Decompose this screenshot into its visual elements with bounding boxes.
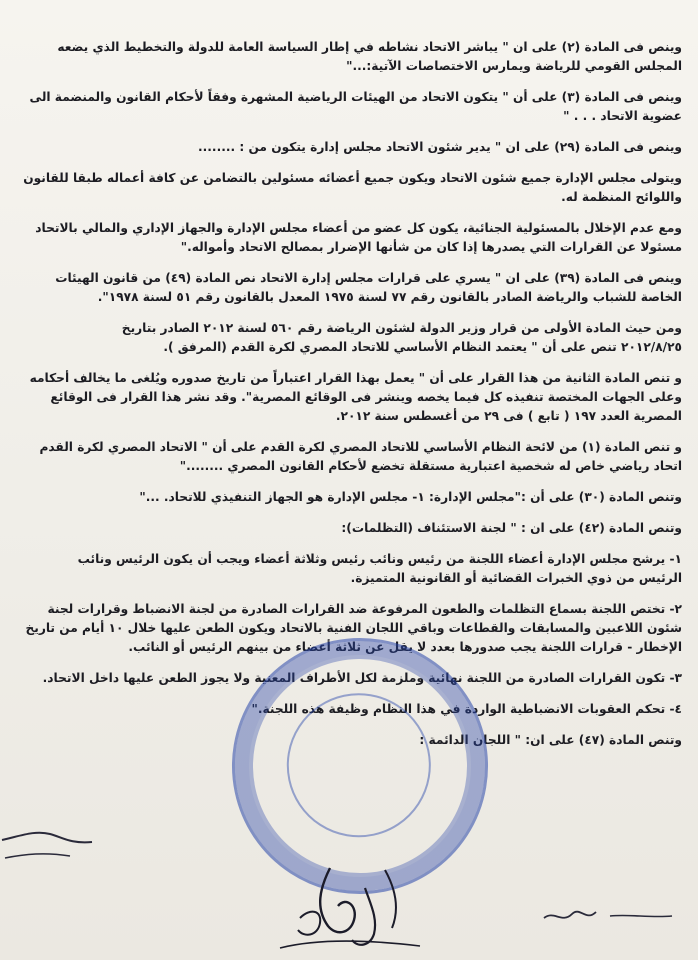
paragraph-line: مسئولا عن القرارات التي يصدرها إذا كان من شأنها الإضرار بمصالح الاتحاد وأمواله." — [180, 240, 682, 254]
paragraph-line: و تنص المادة الثانية من هذا القرار على أن " يعمل بهذا القرار اعتباراً من تاريخ صدوره ويُلغى ما يخالف أحكامه — [29, 371, 682, 385]
paragraph-line: ٣- تكون القرارات الصادرة من اللجنة نهائية وملزمة لكل الأطراف المعنية ولا يجوز الطعن عليها داخل الاتحاد. — [42, 671, 682, 685]
margin-scribble-left — [0, 800, 120, 870]
paragraph-line: واللوائح المنظمة له. — [561, 190, 682, 204]
paragraph-line: ٢٠١٢/٨/٢٥ تنص على أن " يعتمد النظام الأساسي للاتحاد المصري لكرة القدم (المرفق ). — [163, 340, 682, 354]
paragraph-line: ١- يرشح مجلس الإدارة أعضاء اللجنة من رئيس ونائب رئيس وثلاثة أعضاء ويجب أن يكون الرئيس ونائب — [77, 552, 682, 566]
paragraph-p11 — [18, 519, 682, 538]
paragraph-line: ويتولى مجلس الإدارة جميع شئون الاتحاد ويكون جميع أعضائه مسئولين بالتضامن عن كافة أعماله طبقا للقانون — [23, 171, 682, 185]
paragraph-p13 — [18, 600, 682, 657]
document-body — [18, 38, 682, 762]
paragraph-line: وينص فى المادة (٣) على أن " يتكون الاتحاد من الهيئات الرياضية المشهرة وفقاً لأحكام القانون والمنضمة الى — [29, 90, 682, 104]
paragraph-line: وتنص المادة (٤٧) على ان: " اللجان الدائمة : — [419, 733, 682, 747]
paragraph-line: عضوية الاتحاد . . . " — [563, 109, 682, 123]
paragraph-line: الخاصة للشباب والرياضة الصادر بالقانون رقم ٧٧ لسنة ١٩٧٥ المعدل بالقانون رقم ٥١ لسنة ١٩٧٨". — [97, 290, 682, 304]
paragraph-line: شئون اللاعبين والمسابقات والقطاعات وباقي اللجان الفنية بالاتحاد ويكون الطعن عليها خلال ١٠ أيام من تاريخ — [25, 621, 682, 635]
paragraph-line: ٢- تختص اللجنة بسماع التظلمات والطعون المرفوعة ضد القرارات الصادرة من لجنة الانضباط وقرارات لجنة — [47, 602, 682, 616]
paragraph-line: الرئيس من ذوي الخبرات القضائية أو القانونية المتميزة. — [350, 571, 682, 585]
paragraph-line: المجلس القومي للرياضة ويمارس الاختصاصات الآتية:..." — [346, 59, 682, 73]
paragraph-line: ومن حيث المادة الأولى من قرار وزير الدولة لشئون الرياضة رقم ٥٦٠ لسنة ٢٠١٢ الصادر بتاريخ — [121, 321, 682, 335]
paragraph-p16 — [18, 731, 682, 750]
paragraph-line: اتحاد رياضي خاص له شخصية اعتبارية مستقلة تخضع لأحكام القانون المصري ........" — [179, 459, 682, 473]
paragraph-p5 — [18, 219, 682, 257]
paragraph-p3 — [18, 138, 682, 157]
paragraph-line: المصرية العدد ١٩٧ ( تابع ) فى ٢٩ من أغسطس سنة ٢٠١٢. — [335, 409, 682, 423]
paragraph-p2 — [18, 88, 682, 126]
paragraph-line: وينص فى المادة (٣٩) على ان " يسري على قرارات مجلس إدارة الاتحاد نص المادة (٤٩) من قانون الهيئات — [55, 271, 682, 285]
paragraph-p6 — [18, 269, 682, 307]
paragraph-line: ٤- تحكم العقوبات الانضباطية الواردة في هذا النظام وظيفة هذه اللجنة." — [251, 702, 682, 716]
paragraph-p15 — [18, 700, 682, 719]
paragraph-p10 — [18, 488, 682, 507]
paragraph-line: الإخطار - قرارات اللجنة يجب صدورها بعدد لا يقل عن ثلاثة أعضاء من بينهم الرئيس أو النائب. — [128, 640, 682, 654]
paragraph-line: وينص فى المادة (٢) على ان " يباشر الاتحاد نشاطه في إطار السياسة العامة للدولة والتخطيط الذي يضعه — [57, 40, 682, 54]
paragraph-p4 — [18, 169, 682, 207]
handwritten-signature — [270, 848, 430, 960]
paragraph-p12 — [18, 550, 682, 588]
paragraph-p1 — [18, 38, 682, 76]
paragraph-line: وتنص المادة (٤٢) على ان : " لجنة الاستئناف (التظلمات): — [341, 521, 682, 535]
paragraph-line: ومع عدم الإخلال بالمسئولية الجنائية، يكون كل عضو من أعضاء مجلس الإدارة والجهاز الإداري والمالي بالاتحاد — [35, 221, 682, 235]
paragraph-p8 — [18, 369, 682, 426]
paragraph-line: و تنص المادة (١) من لائحة النظام الأساسي للاتحاد المصري لكرة القدم على أن " الاتحاد المصري لكرة القدم — [39, 440, 682, 454]
paragraph-line: وينص فى المادة (٢٩) على ان " يدير شئون الاتحاد مجلس إدارة يتكون من : ........ — [198, 140, 682, 154]
paragraph-line: وعلى الجهات المختصة تنفيذه كل فيما يخصه وينشر فى الوقائع المصرية". وقد نشر هذا القرار فى الوقائع — [50, 390, 682, 404]
paragraph-p7 — [18, 319, 682, 357]
paragraph-line: وتنص المادة (٣٠) على أن :"مجلس الإدارة: ١- مجلس الإدارة هو الجهاز التنفيذي للاتحاد. ..." — [139, 490, 682, 504]
paragraph-p9 — [18, 438, 682, 476]
initials-scribble-right — [540, 896, 680, 936]
paragraph-p14 — [18, 669, 682, 688]
